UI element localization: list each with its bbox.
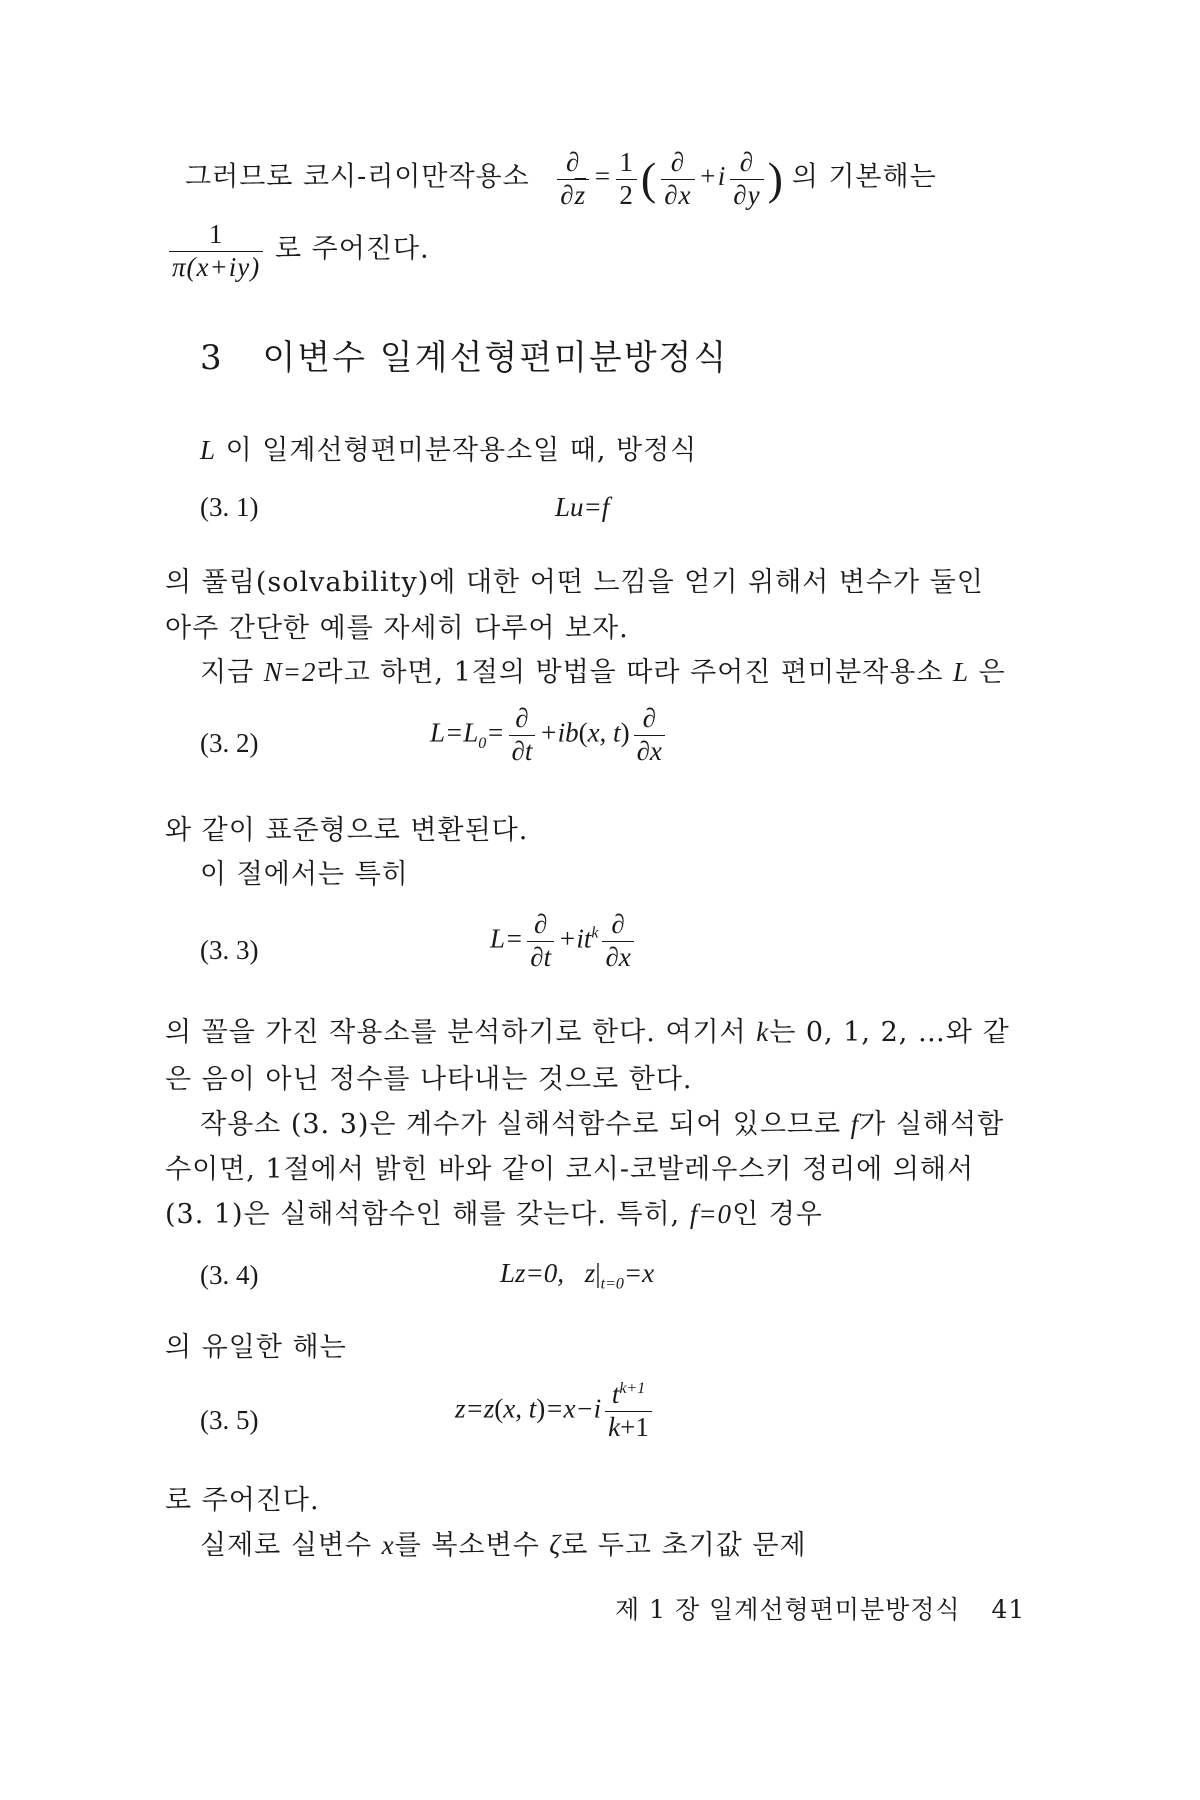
eq-3-4-c: =x (623, 1258, 655, 1288)
paragraph-2-line-1: 의 풀림(solvability)에 대한 어떤 느낌을 얻기 위해서 변수가 둘인 (165, 567, 984, 598)
p3-mid: 라고 하면, 1절의 방법을 따라 주어진 편미분작용소 (316, 657, 944, 688)
p9-zeta: ζ (549, 1530, 562, 1560)
eq-3-4-number: (3. 4) (200, 1260, 259, 1290)
p3-post: 은 (978, 657, 1006, 688)
paragraph-7: 의 유일한 해는 (165, 1332, 347, 1363)
p5-pre: 의 꼴을 가진 작용소를 분석하기로 한다. 여기서 (165, 1017, 747, 1048)
p9-x: x (381, 1530, 395, 1560)
eq-3-2-number: (3. 2) (200, 728, 259, 758)
eq-3-5: z=z(x, t)=x−i $\frac{t^{k+1}}{k+1}$ (455, 1380, 656, 1442)
p3-pre: 지금 (200, 657, 255, 688)
p6-f: f (850, 1109, 860, 1139)
eq-3-4: Lz=0, $z|_{t=0}=x$ (500, 1258, 655, 1293)
eq-3-1: Lu=f (555, 492, 610, 522)
fundamental-solution: $\frac{1}{\pi(x+iy)}$ (165, 233, 275, 263)
p6-post: 가 실해석함 (859, 1109, 1005, 1140)
paragraph-5-line-2: 은 음이 아닌 정수를 나타내는 것으로 한다. (165, 1064, 693, 1095)
p5-post: 는 0, 1, 2, …와 같 (769, 1017, 1010, 1048)
p9-mid: 를 복소변수 (394, 1530, 540, 1561)
section-title: 이변수 일계선형편미분방정식 (262, 338, 729, 378)
text-l1-pre: 그러므로 코시-리이만작용소 (185, 161, 530, 193)
paragraph-8: 로 주어진다. (165, 1485, 320, 1516)
p3-eq: N=2 (263, 657, 317, 687)
paragraph-1 (200, 428, 697, 467)
eq-3-4-a: Lz=0, (500, 1258, 564, 1288)
paragraph-6-line-3 (165, 1192, 823, 1231)
eq-3-3-number: (3. 3) (200, 935, 259, 965)
eq-3-5-number: (3. 5) (200, 1405, 259, 1435)
footer-page-number: 41 (991, 1595, 1026, 1624)
section-number: 3 (200, 338, 224, 378)
paragraph-1-text: 이 일계선형편미분작용소일 때, 방정식 (225, 435, 698, 466)
p6-l3-pre: (3. 1)은 실해석함수인 해를 갖는다. 특히, (165, 1199, 681, 1230)
paragraph-9 (200, 1523, 807, 1562)
eq-3-1-number: (3. 1) (200, 492, 259, 522)
paragraph-6-line-1 (200, 1102, 1004, 1141)
eq-3-4-b: z (584, 1258, 596, 1288)
p6-l3-post: 인 경우 (732, 1199, 823, 1230)
eq-3-3: L= $\frac{\partial}{\partial t}$ $+it^k$ $\frac{\partial}{\partial x}$ (490, 910, 638, 972)
eq-3-4-sub: t=0 (600, 1275, 624, 1293)
paragraph-2-line-2: 아주 간단한 예를 자세히 다루어 보자. (165, 613, 629, 644)
paragraph-5-line-1 (165, 1010, 1010, 1049)
text-l1-post: 의 기본해는 (791, 161, 937, 193)
cauchy-riemann-operator: $\frac{\partial}{\partial\overline{z}}$ = $\frac{1}{2}$ ( $\frac{\partial}{\partial x}$ +i $\frac{\partial}{\partial y}$ ) (553, 161, 791, 191)
text-l2-post: 로 주어진다. (274, 233, 430, 265)
text-line-1 (185, 148, 937, 210)
eq-3-2: $L=L_0=$ $\frac{\partial}{\partial t}$ +ib(x, t) $\frac{\partial}{\partial x}$ (430, 704, 669, 766)
footer-chapter: 제 1 장 일계선형편미분방정식 (615, 1595, 961, 1624)
paragraph-4-line-1: 와 같이 표준형으로 변환된다. (165, 815, 529, 846)
p6-pre: 작용소 (3. 3)은 계수가 실해석함수로 되어 있으므로 (200, 1109, 842, 1140)
p9-pre: 실제로 실변수 (200, 1530, 373, 1561)
var-L: L (200, 435, 217, 465)
section-heading (200, 330, 728, 379)
p3-var: L (953, 657, 970, 687)
paragraph-4-line-2: 이 절에서는 특히 (200, 859, 409, 890)
running-footer (615, 1590, 1025, 1626)
p6-l3-eq: f=0 (689, 1199, 733, 1229)
paragraph-3 (200, 650, 1006, 689)
paragraph-6-line-2: 수이면, 1절에서 밝힌 바와 같이 코시-코발레우스키 정리에 의해서 (165, 1154, 975, 1185)
p5-k: k (756, 1017, 770, 1047)
text-line-2 (165, 220, 430, 282)
p9-post: 로 두고 초기값 문제 (561, 1530, 807, 1561)
